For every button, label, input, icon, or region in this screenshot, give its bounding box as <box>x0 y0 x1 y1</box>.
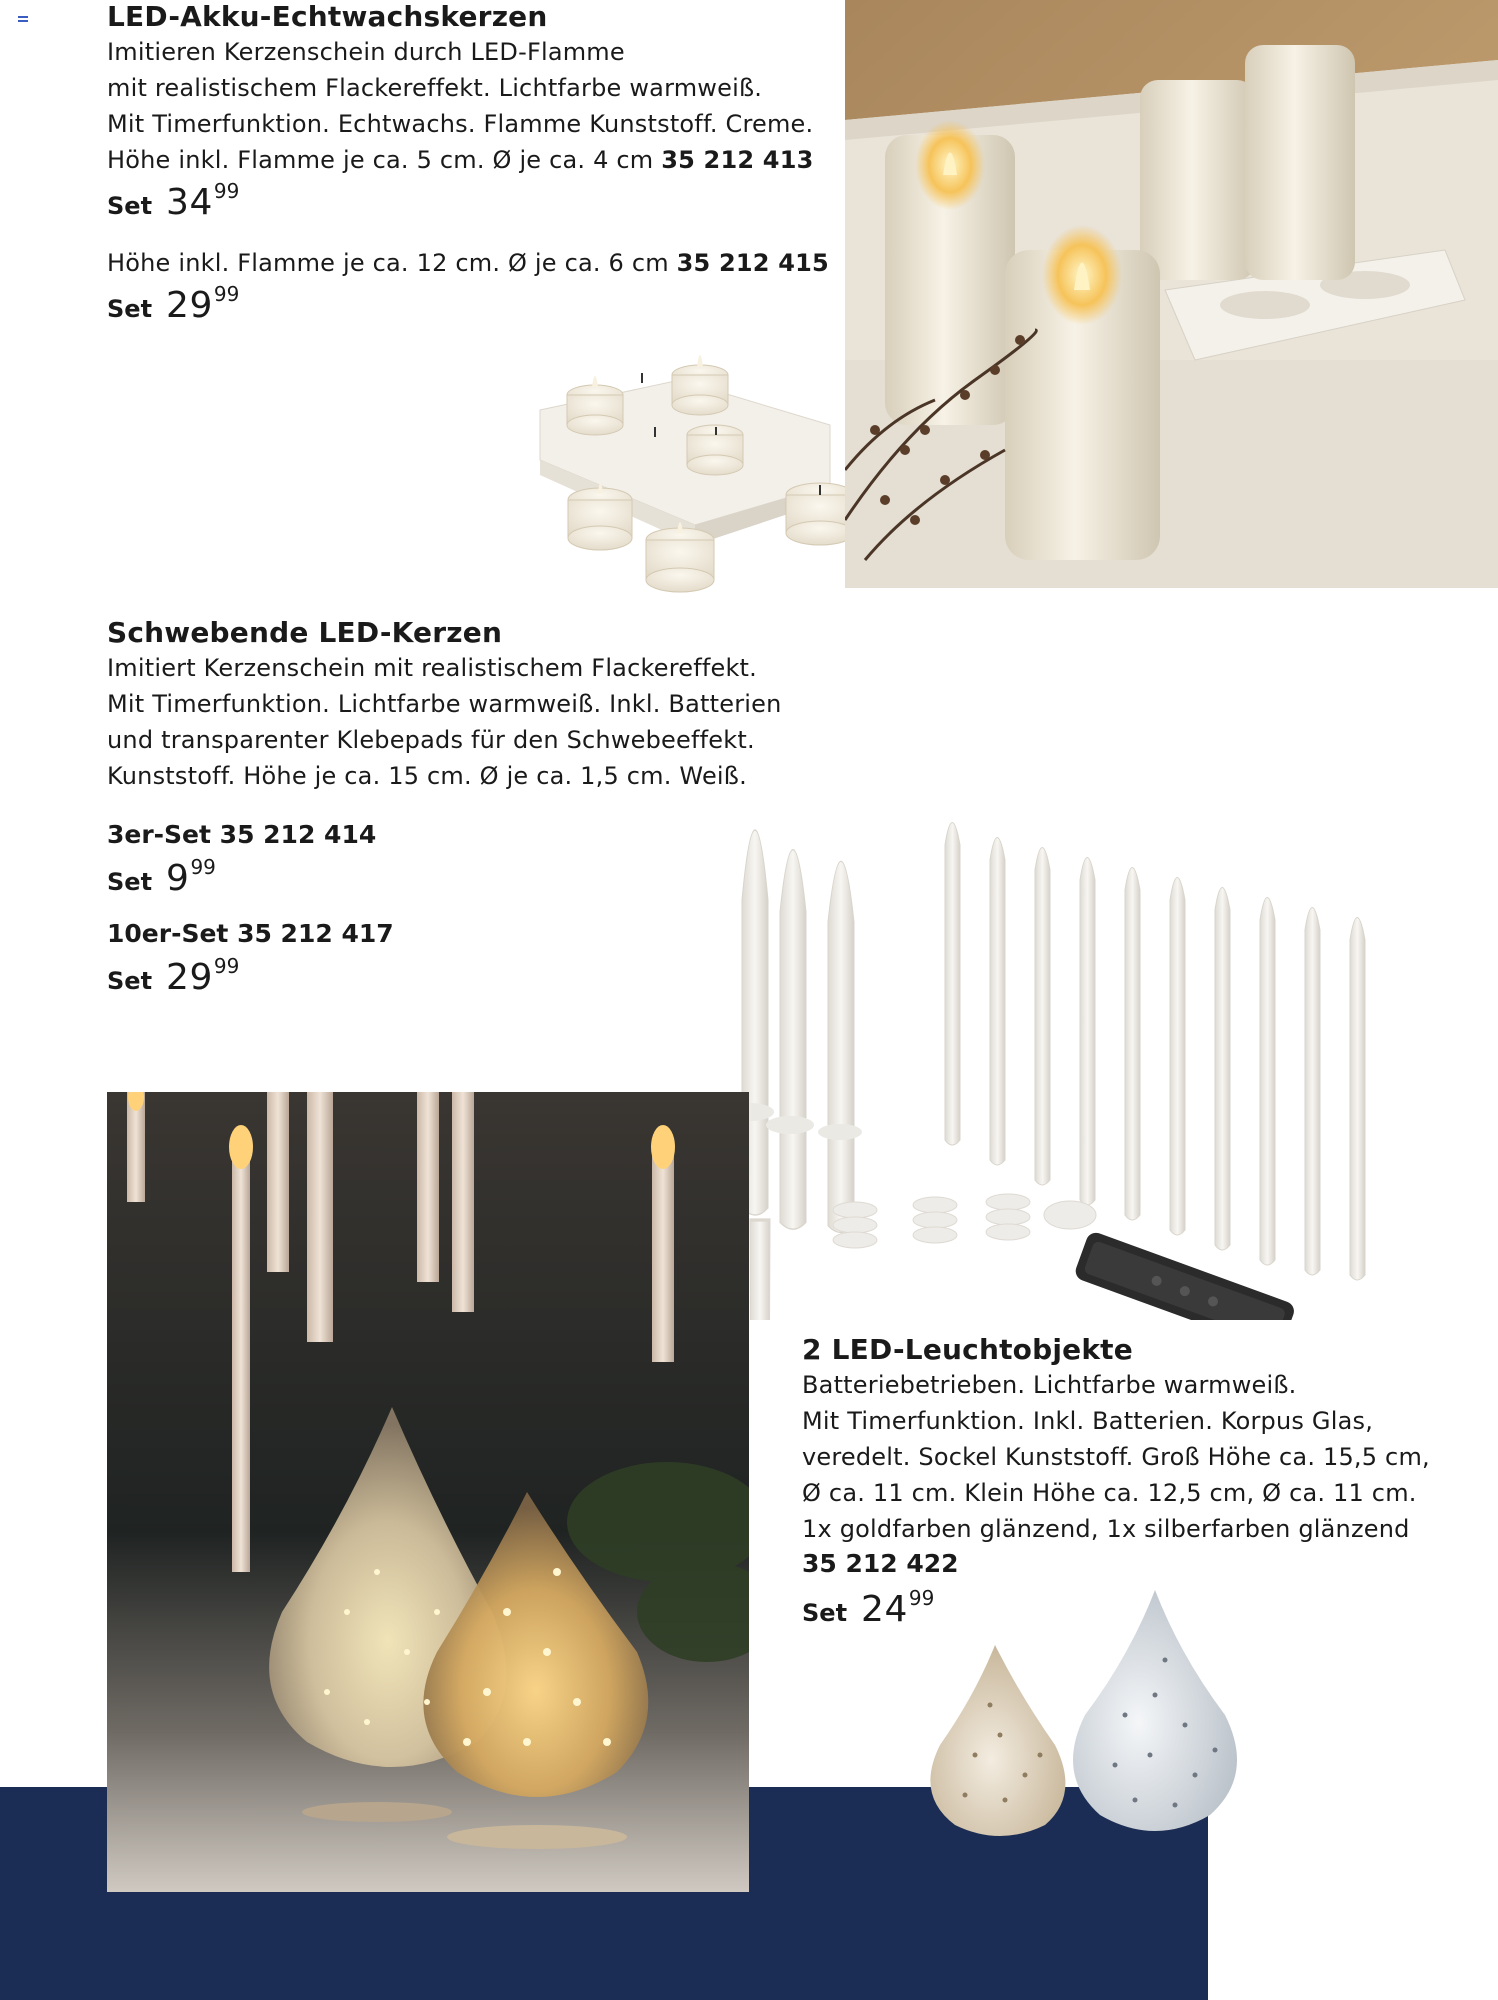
product3-desc-line: Ø ca. 11 cm. Klein Höhe ca. 12,5 cm, Ø ca. 11 cm. <box>802 1479 1417 1507</box>
product1-variant1-line <box>107 142 847 178</box>
product2-variant1-price <box>107 855 827 899</box>
price-main: 9 <box>166 858 190 899</box>
price-main: 29 <box>166 957 213 998</box>
product2-description <box>107 650 827 794</box>
price-cents: 99 <box>213 179 240 203</box>
glass-drops-photo <box>107 1092 749 1892</box>
product3-description <box>802 1367 1492 1547</box>
product1-title: LED-Akku-Echtwachskerzen <box>107 0 548 33</box>
product2-title: Schwebende LED-Kerzen <box>107 616 503 649</box>
pillar-candles-photo <box>845 0 1498 588</box>
product2-variant2-price <box>107 954 827 998</box>
product3-desc-line: Mit Timerfunktion. Inkl. Batterien. Korpus Glas, <box>802 1407 1374 1435</box>
product2-desc-line: Imitiert Kerzenschein mit realistischem Flackereffekt. <box>107 654 757 682</box>
product1-variant2-text: Höhe inkl. Flamme je ca. 12 cm. Ø je ca. 6 cm <box>107 249 669 277</box>
price-cents: 99 <box>908 1586 935 1610</box>
price-set-label: Set <box>107 967 153 995</box>
menu-icon[interactable] <box>18 16 28 24</box>
product3-desc-line: 1x goldfarben glänzend, 1x silberfarben glänzend <box>802 1515 1410 1543</box>
product1-description <box>107 34 847 178</box>
product1-variant1-text: Höhe inkl. Flamme je ca. 5 cm. Ø je ca. 4 cm <box>107 146 654 174</box>
price-main: 34 <box>166 182 213 223</box>
price-set-label: Set <box>107 192 153 220</box>
product3-desc-line: veredelt. Sockel Kunststoff. Groß Höhe ca. 15,5 cm, <box>802 1443 1430 1471</box>
price-set-label: Set <box>107 868 153 896</box>
product2-desc-line: und transparenter Klebepads für den Schwebeeffekt. <box>107 726 755 754</box>
product2-variant1-label: 3er-Set 35 212 414 <box>107 820 377 849</box>
price-main: 29 <box>166 285 213 326</box>
price-set-label: Set <box>107 295 153 323</box>
tealight-set-image <box>530 335 860 605</box>
price-cents: 99 <box>213 282 240 306</box>
product1-block <box>107 0 847 326</box>
product1-desc-line: Mit Timerfunktion. Echtwachs. Flamme Kunststoff. Creme. <box>107 110 814 138</box>
price-cents: 99 <box>213 954 240 978</box>
product1-variant2-sku: 35 212 415 <box>676 249 829 277</box>
product3-title: 2 LED-Leuchtobjekte <box>802 1333 1133 1366</box>
product2-desc-line: Mit Timerfunktion. Lichtfarbe warmweiß. Inkl. Batterien <box>107 690 782 718</box>
product3-desc-line: Batteriebetrieben. Lichtfarbe warmweiß. <box>802 1371 1297 1399</box>
product1-variant2-line <box>107 245 847 281</box>
product2-desc-line: Kunststoff. Höhe je ca. 15 cm. Ø je ca. 1,5 cm. Weiß. <box>107 762 747 790</box>
price-cents: 99 <box>190 855 216 879</box>
product1-variant2-price <box>107 282 847 326</box>
product3-sku: 35 212 422 <box>802 1549 959 1578</box>
price-set-label: Set <box>802 1599 848 1627</box>
product2-variant2-label: 10er-Set 35 212 417 <box>107 919 394 948</box>
product1-variant1-sku: 35 212 413 <box>661 146 814 174</box>
price-main: 24 <box>861 1589 908 1630</box>
product1-variant1-price <box>107 179 847 223</box>
product1-desc-line: Imitieren Kerzenschein durch LED-Flamme <box>107 38 625 66</box>
product1-desc-line: mit realistischem Flackereffekt. Lichtfarbe warmweiß. <box>107 74 763 102</box>
floating-candles-image <box>720 760 1460 1320</box>
glass-drops-product-image <box>905 1585 1265 1850</box>
product2-block <box>107 616 827 998</box>
